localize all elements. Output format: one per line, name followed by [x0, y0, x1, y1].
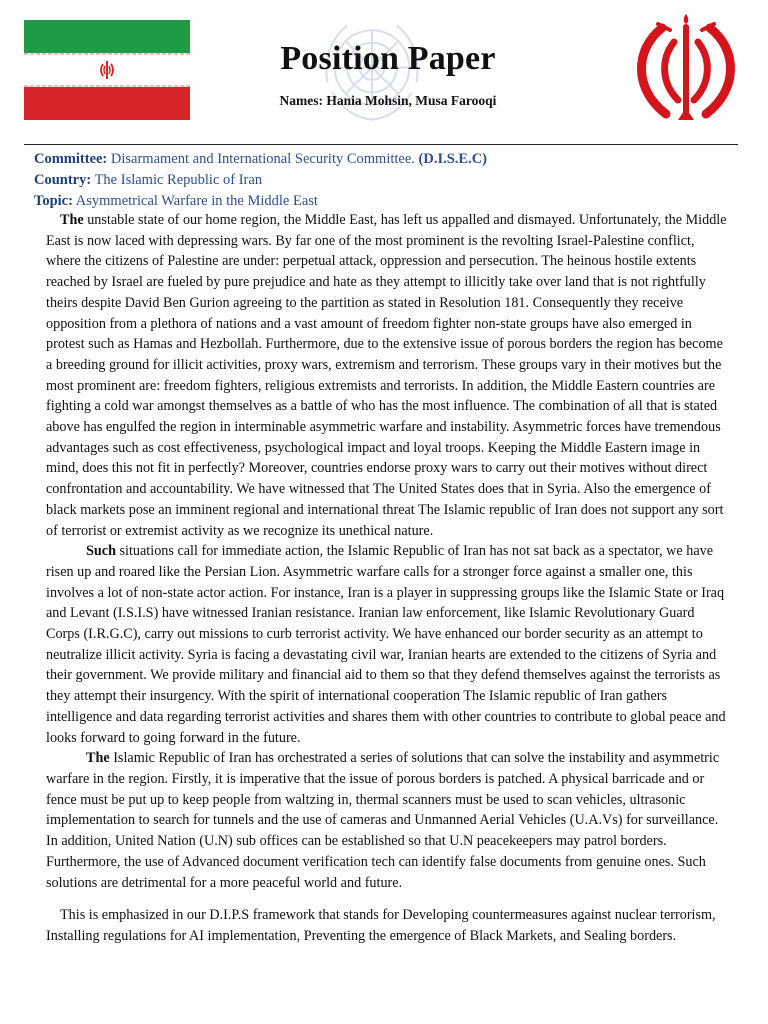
flag-green-band [24, 20, 190, 53]
topic-value: Asymmetrical Warfare in the Middle East [75, 193, 318, 209]
topic-label: Topic: [34, 193, 73, 209]
country-value: The Islamic Republic of Iran [94, 172, 263, 188]
flag-emblem-icon [95, 58, 119, 82]
author-names: Names: Hania Mohsin, Musa Farooqi [279, 93, 497, 108]
paragraph-1-text: unstable state of our home region, the Middle East, has left us appalled and dismayed. Unfortunately, the Middle East is now laced with depressing wars. By far one of the most prominent is the revolting Israel-Palestine conflict, where the citizens of Palestine are under: perpetual attack, oppression and persecution. The heinous hostile extents reached by Israel are fueled by pure prejudice and hate as they attempt to illicitly take over land that is not rightfully theirs despite David Ben Gurion agreeing to the partition as stated in Resolution 181. Consequently they receive opposition from a plethora of nations and a vast amount of freedom fighter non-state groups have also emerged in protest such as Hamas and Hezbollah. Furthermore, due to the extensive issue of porous borders the region has become a breeding ground for illicit activities, proxy wars, extremism and terrorism. These groups vary in their motives but the most prominent are: freedom fighters, religious extremists and terrorists. In addition, the Middle Eastern countries are fighting a cold war amongst themselves as a battle of who has the most influence. The combination of all that is stated above has engulfed the region in interminable asymmetric warfare and instability. Asymmetric forces have tremendous advantages such as cost effectiveness, psychological impact and loyal troops. Keeping the Middle Eastern image in mind, does this not fit in perfectly? Moreover, countries endorse proxy wars to carry out their motives without direct confrontation and accountability. We have witnessed that The United States does that in Syria. Also the emergence of black markets pose an imminent regional and international threat The Islamic republic of Iran does not support any sort of terrorist or extremist activity as we recognize its unethical nature. [46, 212, 727, 539]
country-line [34, 170, 734, 191]
page-title: Position Paper [280, 40, 496, 77]
flag-red-band [24, 87, 190, 120]
paragraph-2 [46, 541, 728, 748]
iran-flag-icon [24, 20, 190, 120]
paper-body [46, 210, 728, 947]
paragraph-1-lead: The [60, 212, 84, 228]
header-divider [24, 144, 738, 145]
committee-label: Committee: [34, 151, 108, 167]
paragraph-3-lead: The [86, 750, 110, 767]
committee-line [34, 149, 734, 170]
paragraph-2-text: situations call for immediate action, the Islamic Republic of Iran has not sat back as a spectator, we have risen up and roared like the Persian Lion. Asymmetric warfare calls for a stronger force against a smaller one, this involves a lot of non-state actor action. For instance, Iran is a player in suppressing groups like the Islamic State or Iraq and Levant (I.S.I.S) have witnessed Iranian resistance. Iranian law enforcement, like Islamic Revolutionary Guard Corps (I.R.G.C), carry out missions to curb terrorist activity. We have enhanced our border security as an attempt to neutralize illicit activity. Syria is facing a devastating civil war, Iranian hearts are extended to the citizens of Syria and their government. We provide military and financial aid to them so that they defend themselves against the terrorists as they attempt their insurgency. With the spirit of international cooperation The Islamic republic of Iran gathers intelligence and data regarding terrorist activities and shares them with other countries to contribute to global peace and looks forward to going forward in the future. [46, 543, 726, 746]
topic-line [34, 191, 734, 212]
committee-value: Disarmament and International Security Committee. [110, 151, 415, 167]
iran-emblem-icon [632, 10, 740, 122]
committee-abbr: (D.I.S.E.C) [418, 151, 488, 167]
paper-meta [34, 149, 734, 212]
flag-white-band [24, 53, 190, 86]
paragraph-4: This is emphasized in our D.I.P.S framework that stands for Developing countermeasures against nuclear terrorism, Installing regulations for AI implementation, Preventing the emergence of Black Markets, and Sealing borders. [46, 907, 716, 944]
country-label: Country: [34, 172, 92, 188]
paragraph-2-lead: Such [86, 543, 116, 560]
paragraph-3-text: Islamic Republic of Iran has orchestrated a series of solutions that can solve the instability and asymmetric warfare in the region. Firstly, it is imperative that the issue of porous borders is patched. A physical barricade and or fence must be put up to keep people from waltzing in, thermal scanners must be used to scan vehicles, ultrasonic implementation to search for tunnels and the use of cameras and Unmanned Aerial Vehicles (U.A.Vs) for surveillance. In addition, United Nation (U.N) sub offices can be established so that U.N peacekeepers may patrol borders. Furthermore, the use of Advanced document verification tech can identify false documents from genuine ones. Such solutions are detrimental for a more peaceful world and future. [46, 750, 720, 891]
paragraph-1 [46, 210, 728, 541]
paragraph-3 [46, 748, 728, 893]
